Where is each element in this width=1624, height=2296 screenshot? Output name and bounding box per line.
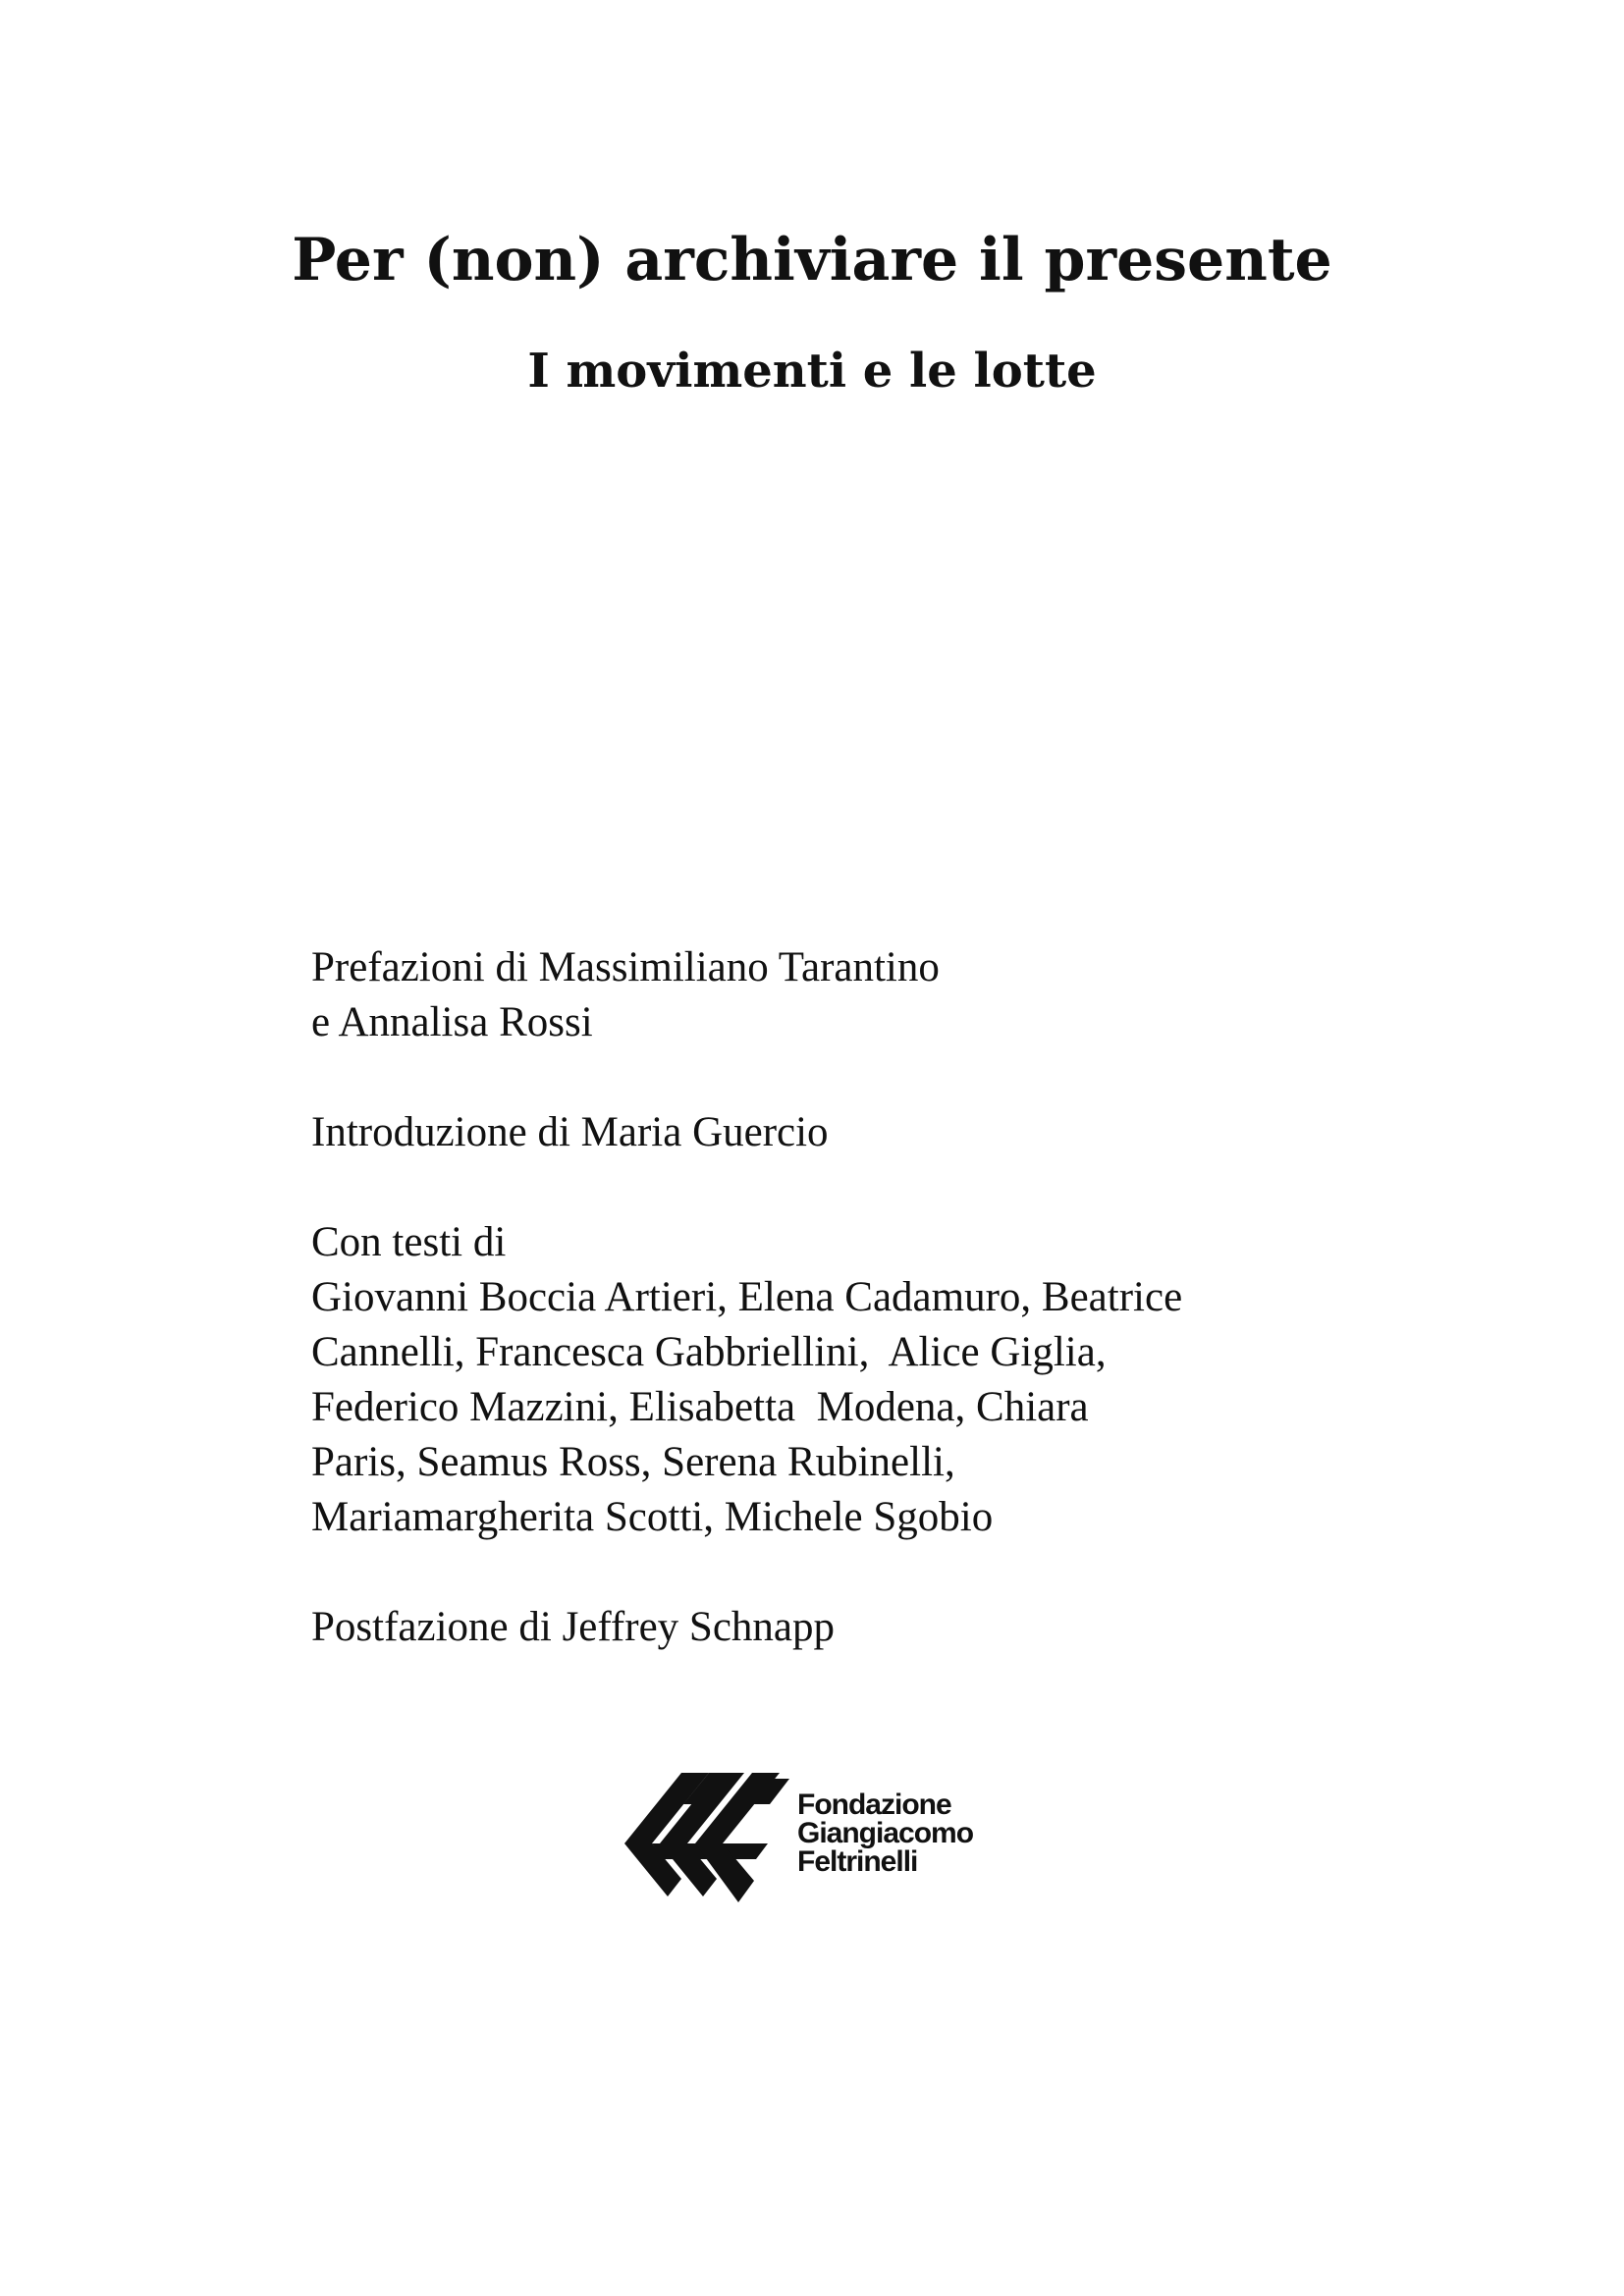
credits (311, 940, 1342, 1710)
prefaces-line-2: e Annalisa Rossi (311, 999, 593, 1045)
publisher-logo (624, 1765, 1037, 1922)
publisher-logo-mark-icon (624, 1765, 791, 1922)
publisher-name-line-1: Fondazione (797, 1789, 951, 1821)
book-subtitle: I movimenti e le lotte (527, 344, 1097, 399)
introduction-block (311, 1105, 1342, 1160)
postface-block (311, 1600, 1342, 1655)
book-title: Per (non) archiviare il presente (292, 226, 1332, 294)
prefaces-block (311, 940, 1342, 1050)
introduction-line: Introduzione di Maria Guercio (311, 1109, 829, 1155)
contributors-line: Cannelli, Francesca Gabbriellini, Alice Giglia, (311, 1329, 1107, 1375)
contributors-line: Paris, Seamus Ross, Serena Rubinelli, (311, 1439, 955, 1485)
contributors-line: Giovanni Boccia Artieri, Elena Cadamuro, Beatrice (311, 1274, 1183, 1320)
contributors-line: Federico Mazzini, Elisabetta Modena, Chiara (311, 1384, 1089, 1430)
postface-line: Postfazione di Jeffrey Schnapp (311, 1604, 835, 1650)
contributors-line: Mariamargherita Scotti, Michele Sgobio (311, 1494, 994, 1540)
publisher-name (797, 1790, 973, 1876)
contributors-block (311, 1215, 1342, 1545)
publisher-name-line-2: Giangiacomo (797, 1817, 974, 1849)
publisher-name-line-3: Feltrinelli (797, 1845, 918, 1878)
contributors-heading: Con testi di (311, 1219, 507, 1265)
prefaces-line-1: Prefazioni di Massimiliano Tarantino (311, 944, 940, 990)
